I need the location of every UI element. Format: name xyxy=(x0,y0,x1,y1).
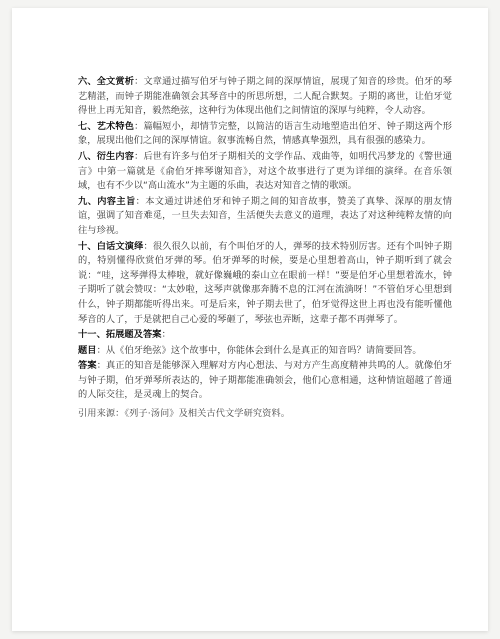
section-appreciation xyxy=(78,75,452,119)
document-body xyxy=(78,75,452,423)
answer-label: 答案 xyxy=(78,360,97,372)
section-heading: 八、衍生内容 xyxy=(78,150,135,162)
answer-paragraph xyxy=(78,359,452,403)
section-text: ：文章通过描写伯牙与钟子期之间的深厚情谊，展现了知音的珍贵。伯牙的琴艺精湛，而钟子期能准确领会其琴音中的所思所想，二人配合默契。子期的离世，让伯牙觉得世上再无知音，毅然绝弦，这种行为体现出他们之间情谊的深厚与纯粹，令人动容。 xyxy=(78,76,452,117)
section-main-idea xyxy=(78,195,452,239)
answer-text: ：真正的知音是能够深入理解对方内心想法、与对方产生高度精神共鸣的人。就像伯牙与钟子期，伯牙弹琴所表达的，钟子期都能准确领会，他们心意相通，这种情谊超越了普通的人际交往，是灵魂上的契合。 xyxy=(78,360,452,401)
section-vernacular-retelling xyxy=(78,240,452,328)
section-text: ：本文通过讲述伯牙和钟子期之间的知音故事，赞美了真挚、深厚的朋友情谊，强调了知音难觅，一旦失去知音，生活便失去意义的道理，表达了对这种纯粹友情的向往与珍视。 xyxy=(78,195,452,236)
section-heading: 六、全文赏析 xyxy=(78,76,135,87)
section-text: ：很久很久以前，有个叫伯牙的人，弹琴的技术特别厉害。还有个叫钟子期的，特别懂得欣赏伯牙弹的琴。伯牙弹琴的时候，要是心里想着高山，钟子期听到了就会说：“哇，这琴弹得太棒啦，就好像巍峨的泰山立在眼前一样！”要是伯牙心里想着流水，钟子期听了就会赞叹：“太妙啦，这琴声就像那奔腾不息的江河在流淌呀！”不管伯牙心里想到什么，钟子期都能听得出来。可是后来，钟子期去世了，伯牙觉得这世上再也没有能听懂他琴音的人了，于是就把自己心爱的琴砸了，琴弦也弄断，这辈子都不再弹琴了。 xyxy=(78,240,452,325)
question-paragraph xyxy=(78,344,452,359)
section-text: ：后世有许多与伯牙子期相关的文学作品、戏曲等，如明代冯梦龙的《警世通言》中第一篇就是《俞伯牙摔琴谢知音》，对这个故事进行了更为详细的演绎。在音乐领域，也有不少以“高山流水”为主题的乐曲，表达对知音之情的歌颂。 xyxy=(78,150,452,192)
section-extension-questions xyxy=(78,328,452,343)
section-text: ：篇幅短小，却情节完整，以简洁的语言生动地塑造出伯牙、钟子期这两个形象，展现出他们之间的深厚情谊。叙事流畅自然，情感真挚强烈，具有很强的感染力。 xyxy=(78,120,452,147)
section-heading: 十一、拓展题及答案 xyxy=(78,329,162,341)
document-page xyxy=(12,8,488,631)
section-artistic-features xyxy=(78,120,452,149)
section-heading: 七、艺术特色 xyxy=(78,120,135,132)
question-text: ：从《伯牙绝弦》这个故事中，你能体会到什么是真正的知音吗？请简要回答。 xyxy=(96,344,422,356)
section-heading: 九、内容主旨 xyxy=(78,195,136,207)
section-derivatives xyxy=(78,150,452,194)
section-text: ： xyxy=(161,329,171,341)
section-heading: 十、白话文演绎 xyxy=(78,240,144,252)
question-label: 题目 xyxy=(78,344,97,356)
source-citation: 引用来源：《列子·汤问》及相关古代文学研究资料。 xyxy=(78,408,291,420)
